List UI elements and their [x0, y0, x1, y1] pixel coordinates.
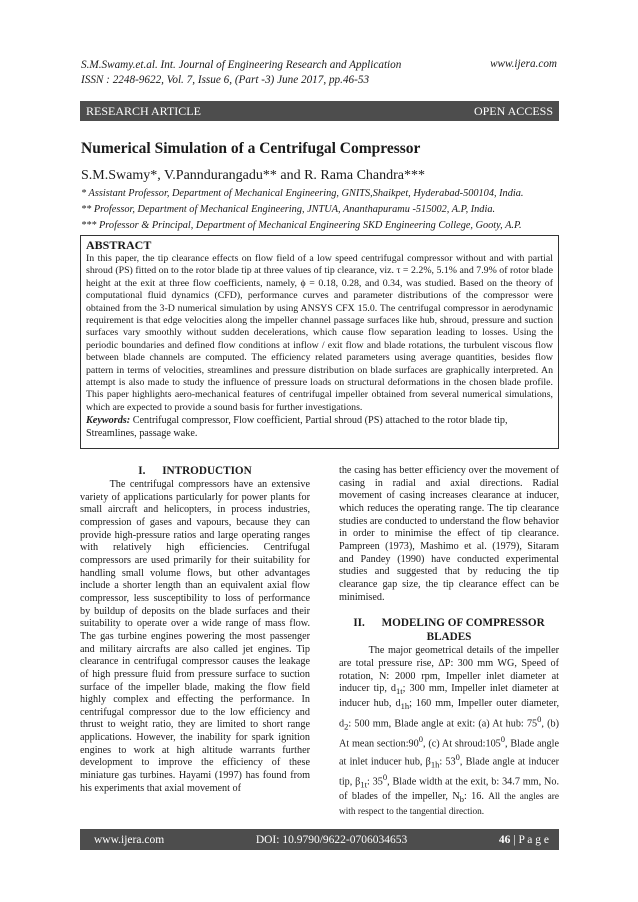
modeling-heading-line2: BLADES	[426, 631, 472, 644]
geometry-text: : 500 mm, Blade angle at exit: (a) At hub: 75	[348, 717, 538, 729]
paper-title: Numerical Simulation of a Centrifugal Compressor	[81, 140, 421, 157]
affiliation-2: ** Professor, Department of Mechanical Engineering, JNTUA, Ananthapuramu -515002, A.P, India.	[81, 204, 496, 215]
superscript: 0	[500, 733, 506, 744]
geometry-text: , Blade angle at inducer tip, β	[339, 756, 559, 788]
journal-website-link[interactable]: www.ijera.com	[490, 58, 557, 70]
footer-website-link[interactable]: www.ijera.com	[94, 833, 165, 846]
superscript: 0	[455, 751, 460, 762]
abstract-heading: ABSTRACT	[86, 238, 152, 252]
keywords-line	[86, 414, 553, 440]
keywords-label: Keywords:	[86, 415, 131, 427]
superscript: 0	[418, 733, 423, 744]
modeling-heading-line1: II. MODELING OF COMPRESSOR	[353, 617, 545, 630]
affiliation-1: * Assistant Professor, Department of Mechanical Engineering, GNITS,Shaikpet, Hyderabad-500104, India.	[81, 188, 524, 199]
introduction-continued-paragraph: the casing has better efficiency over the movement of casing in radial and axial directions. Radial movement of casing increases clearance at inducer, which reduces the operating range. The tip clearance studies are conducted to understand the flow behavior in order to minimise the effect of tip clearance. Pampreen (1973), Mashimo et al. (1979), Sitaram and Pandey (1990) have conducted experimental studies and suggested that by reducing the tip clearance gap size, the tip clearance effect can be minimised.	[339, 465, 559, 603]
article-type-band	[80, 101, 559, 121]
subscript: 1h	[400, 700, 410, 711]
footer-page	[499, 834, 549, 846]
paper-authors: S.M.Swamy*, V.Panndurangadu** and R. Rama Chandra***	[81, 168, 426, 183]
keywords-text: Centrifugal compressor, Flow coefficient, Partial shroud (PS) attached to the rotor blade tip, Streamlines, passage wake.	[86, 415, 508, 440]
angles-note: All the angles are with respect to the tangential direction.	[339, 791, 560, 817]
geometry-text: The major geometrical details of the impeller are total pressure rise, ΔP: 300 mm WG, Speed of rotation, N: 2000 rpm, Impeller inlet diameter at inducer tip, d	[339, 645, 559, 695]
open-access-label: OPEN ACCESS	[473, 103, 553, 118]
subscript: 2	[344, 720, 349, 731]
geometry-text: , Blade angle at inlet inducer hub, β	[339, 738, 560, 768]
superscript: 0	[382, 771, 388, 782]
page-label: | P a g e	[510, 833, 549, 846]
subscript: 1h	[430, 759, 440, 770]
geometry-text: : 35	[366, 776, 383, 788]
geometry-text: : 16.	[463, 790, 489, 802]
right-column	[339, 465, 559, 818]
left-column	[80, 465, 310, 795]
abstract-body: In this paper, the tip clearance effects on flow field of a low speed centrifugal compressor without and with partial shroud (PS) fitted on to the rotor blade tip at three values of tip clearance, viz. τ = 2.2%, 5.1% and 7.9% of rotor blade height at the exit at three flow coefficients, namely, ϕ = 0.18, 0.28, and 0.34, was studied. Based on the theory of computational fluid dynamics (CFD), performance curves and parameter distributions of the compressor were obtained from the 3-D numerical simulation by using ANSYS CFX 15.0. The centrifugal compressor in aerodynamic requirement is that edge velocities along the impeller channel passage surfaces like hub, shroud, pressure and suction surfaces vary smoothly without sudden decelerations, which cause flow separation leading to losses. Using the periodic boundaries and defined flow conditions at inflow / exit flow and blade rotations, the turbulent viscous flow between blade channels are computed. The efficiency related parameters using average quantities, besides flow pattern in terms of velocities, streamlines and pressure distribution on blade surfaces are graphically interpreted. An attempt is also made to study the influence of pressure loads on structural deformations in the chosen blade profile. This paper highlights aero-mechanical features of centrifugal impeller obtained from several numerical simulations, which are expected to provide a sound basis for further investigations.	[86, 253, 553, 413]
superscript: 0	[537, 713, 542, 724]
footer-doi: DOI: 10.9790/9622-0706034653	[255, 833, 408, 846]
footer-band	[80, 829, 559, 850]
subscript: b	[459, 793, 464, 804]
affiliation-3: *** Professor & Principal, Department of Mechanical Engineering SKD Engineering College, Gooty, A.P.	[81, 220, 522, 231]
abstract-box	[80, 235, 559, 449]
geometry-text: ; 300 mm, Impeller inlet diameter at inducer hub, d	[339, 683, 559, 709]
journal-issn: ISSN : 2248-9622, Vol. 7, Issue 6, (Part -3) June 2017, pp.46-53	[81, 74, 370, 86]
page-number: 46	[498, 833, 511, 846]
subscript: 1t	[396, 686, 403, 697]
journal-citation: S.M.Swamy.et.al. Int. Journal of Engineering Research and Application	[81, 59, 402, 71]
geometry-text: , (c) At shroud:105	[423, 738, 501, 750]
geometry-text: , (b) At mean section:90	[339, 717, 559, 750]
introduction-heading: I. INTRODUCTION	[138, 465, 252, 477]
geometry-text: ; 160 mm, Impeller outer diameter, d	[339, 697, 559, 729]
modeling-paragraph	[339, 645, 559, 818]
geometry-text: , Blade width at the exit, b: 34.7 mm, No. of blades of the impeller, N	[339, 776, 559, 802]
introduction-paragraph: The centrifugal compressors have an extensive variety of applications particularly for power plants for small aircraft and helicopters, in process industries, compression of gases and vapours, because they can provide high-pressure ratios and large operating ranges with relatively high efficiencies. Centrifugal compressors are used primarily for their suitability for handling small volume flows, but other advantages include a shorter length than an equivalent axial flow compressor, less susceptibility to loss of performance by buildup of deposits on the blade surfaces and their suitability to operate over a wide range of mass flow. The gas turbine engines powering the most passenger and military aircrafts are also called jet engines. Tip clearance in centrifugal compressor causes the leakage of high pressure fluid from pressure surface to suction surface of the impeller blade, making the flow field highly complex and effecting the performance. In centrifugal compressor due to the low efficiency and thrust to weight ratio, they are limited to short range applications. However, the inability for spark ignition engines to work at high altitude warrants further development to improve the efficiency of these miniature gas turbines. Hayami (1997) has found from his experiments that axial movement of	[80, 479, 310, 794]
geometry-text: : 53	[439, 756, 456, 768]
research-article-label: RESEARCH ARTICLE	[86, 103, 201, 118]
subscript: 1t	[360, 779, 367, 790]
